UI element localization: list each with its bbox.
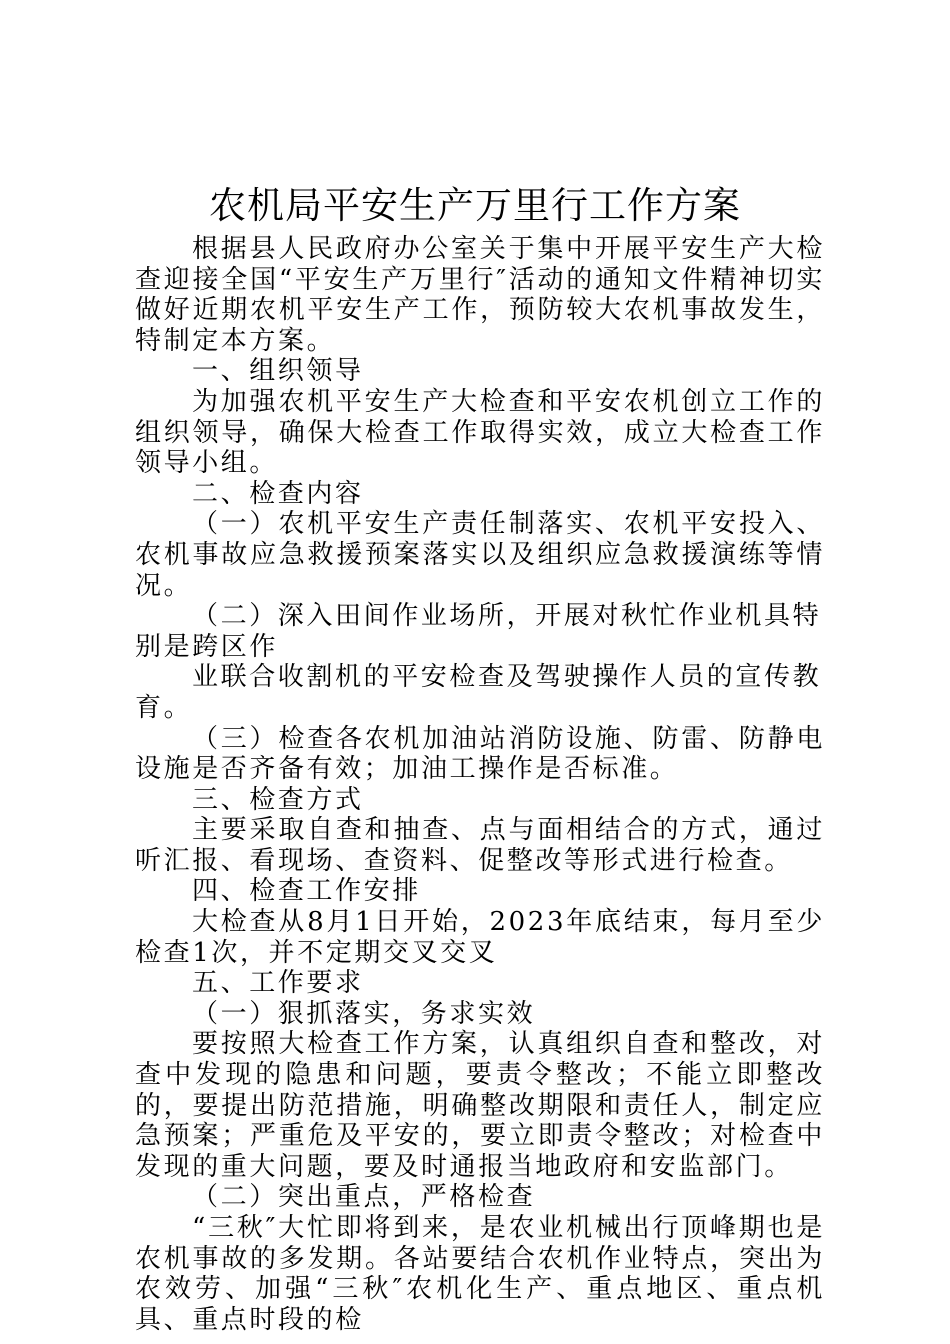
section-heading-inspection-content: 二、检查内容 bbox=[192, 478, 364, 509]
organization-paragraph: 为加强农机平安生产大检查和平安农机创立工作的组织领导，确保大检查工作取得实效，成立大检查工作领导小组。 bbox=[135, 386, 825, 479]
requirement-paragraph-2: “三秋″大忙即将到来，是农业机械出行顶峰期也是农机事故的多发期。各站要结合农机作业特点，突出为农效劳、加强“三秋″农机化生产、重点地区、重点机具、重点时段的检 bbox=[135, 1213, 825, 1335]
inspection-method-paragraph: 主要采取自查和抽查、点与面相结合的方式，通过听汇报、看现场、查资料、促整改等形式进行检查。 bbox=[135, 815, 825, 876]
section-heading-requirements: 五、工作要求 bbox=[192, 968, 364, 999]
requirement-heading-1: （一）狠抓落实，务求实效 bbox=[192, 998, 536, 1029]
section-heading-schedule: 四、检查工作安排 bbox=[192, 876, 421, 907]
section-heading-inspection-method: 三、检查方式 bbox=[192, 784, 364, 815]
schedule-paragraph: 大检查从8月1日开始，2023年底结束，每月至少检查1次，并不定期交叉交叉 bbox=[135, 907, 825, 968]
inspection-content-item-2: （二）深入田间作业场所，开展对秋忙作业机具特别是跨区作 bbox=[135, 601, 822, 662]
inspection-content-item-1: （一）农机平安生产责任制落实、农机平安投入、农机事故应急救援预案落实以及组织应急救援演练等情况。 bbox=[135, 509, 825, 601]
document-body bbox=[135, 234, 825, 1335]
requirement-heading-2: （二）突出重点，严格检查 bbox=[192, 1182, 536, 1213]
intro-paragraph: 根据县人民政府办公室关于集中开展平安生产大检查迎接全国“平安生产万里行″活动的通知文件精神切实做好近期农机平安生产工作，预防较大农机事故发生，特制定本方案。 bbox=[135, 234, 825, 356]
requirement-paragraph-1: 要按照大检查工作方案，认真组织自查和整改，对查中发现的隐患和问题，要责令整改；不能立即整改的，要提出防范措施，明确整改期限和责任人，制定应急预案；严重危及平安的，要立即责令整改；对检查中发现的重大问题，要及时通报当地政府和安监部门。 bbox=[135, 1029, 825, 1182]
section-heading-organization: 一、组织领导 bbox=[192, 356, 364, 387]
document-title: 农机局平安生产万里行工作方案 bbox=[209, 184, 741, 227]
inspection-content-item-2-continued: 业联合收割机的平安检查及驾驶操作人员的宣传教育。 bbox=[135, 662, 822, 723]
inspection-content-item-3: （三）检查各农机加油站消防设施、防雷、防静电设施是否齐备有效；加油工操作是否标准。 bbox=[135, 723, 825, 785]
